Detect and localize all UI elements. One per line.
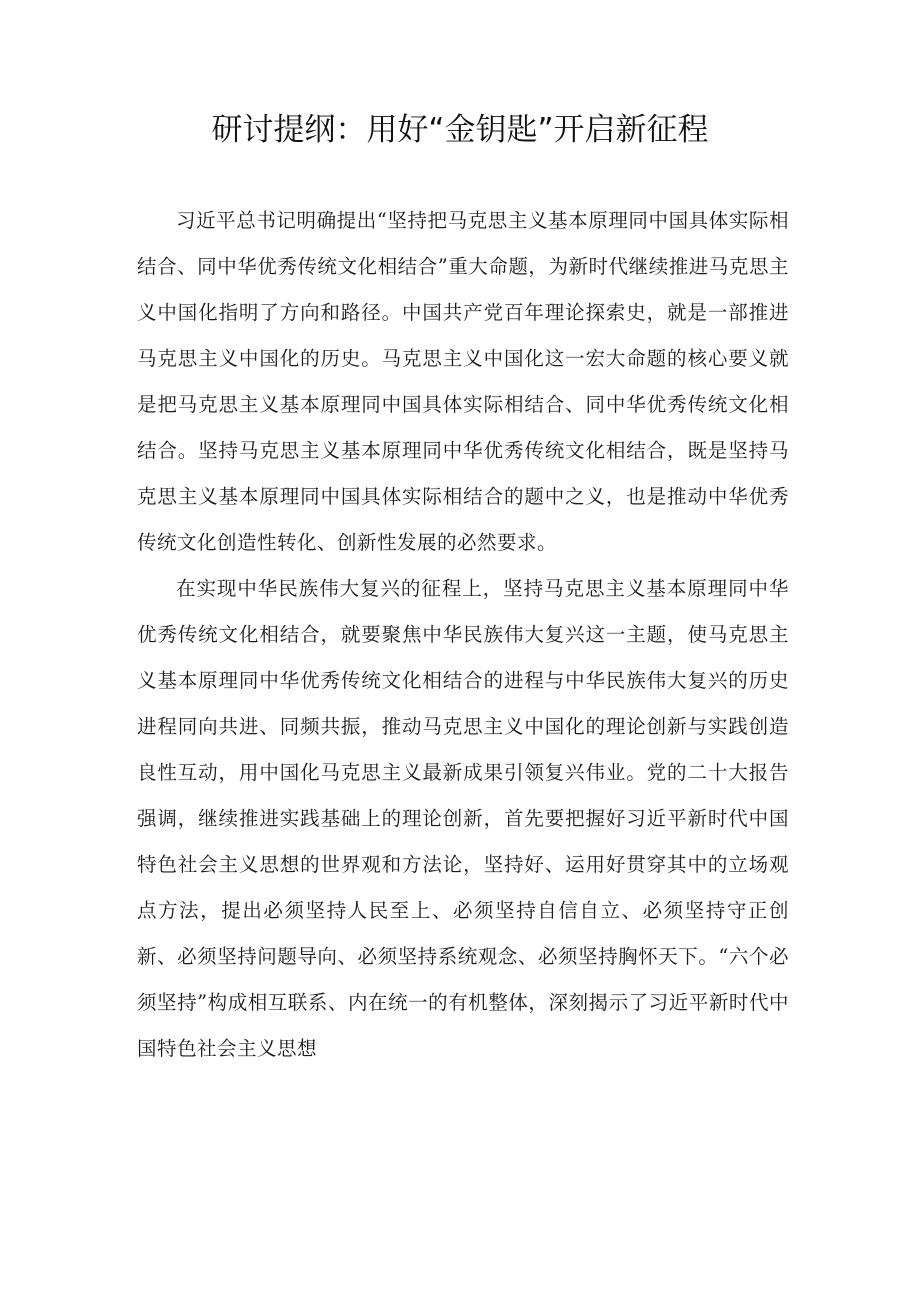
- paragraph-2: 在实现中华民族伟大复兴的征程上，坚持马克思主义基本原理同中华优秀传统文化相结合，就要聚焦中华民族伟大复兴这一主题，使马克思主义基本原理同中华优秀传统文化相结合的进程与中华民族伟大复兴的历史进程同向共进、同频共振，推动马克思主义中国化的理论创新与实践创造良性互动，用中国化马克思主义最新成果引领复兴伟业。党的二十大报告强调，继续推进实践基础上的理论创新，首先要把握好习近平新时代中国特色社会主义思想的世界观和方法论，坚持好、运用好贯穿其中的立场观点方法，提出必须坚持人民至上、必须坚持自信自立、必须坚持守正创新、必须坚持问题导向、必须坚持系统观念、必须坚持胸怀天下。“六个必须坚持”构成相互联系、内在统一的有机整体，深刻揭示了习近平新时代中国特色社会主义思想: [137, 577, 789, 1060]
- document-body: [137, 198, 789, 1072]
- document-title: 研讨提纲：用好“金钥匙”开启新征程: [211, 112, 709, 148]
- paragraph-1: 习近平总书记明确提出“坚持把马克思主义基本原理同中国具体实际相结合、同中华优秀传统文化相结合”重大命题，为新时代继续推进马克思主义中国化指明了方向和路径。中国共产党百年理论探索史，就是一部推进马克思主义中国化的历史。马克思主义中国化这一宏大命题的核心要义就是把马克思主义基本原理同中国具体实际相结合、同中华优秀传统文化相结合。坚持马克思主义基本原理同中华优秀传统文化相结合，既是坚持马克思主义基本原理同中国具体实际相结合的题中之义，也是推动中华优秀传统文化创造性转化、创新性发展的必然要求。: [137, 209, 789, 554]
